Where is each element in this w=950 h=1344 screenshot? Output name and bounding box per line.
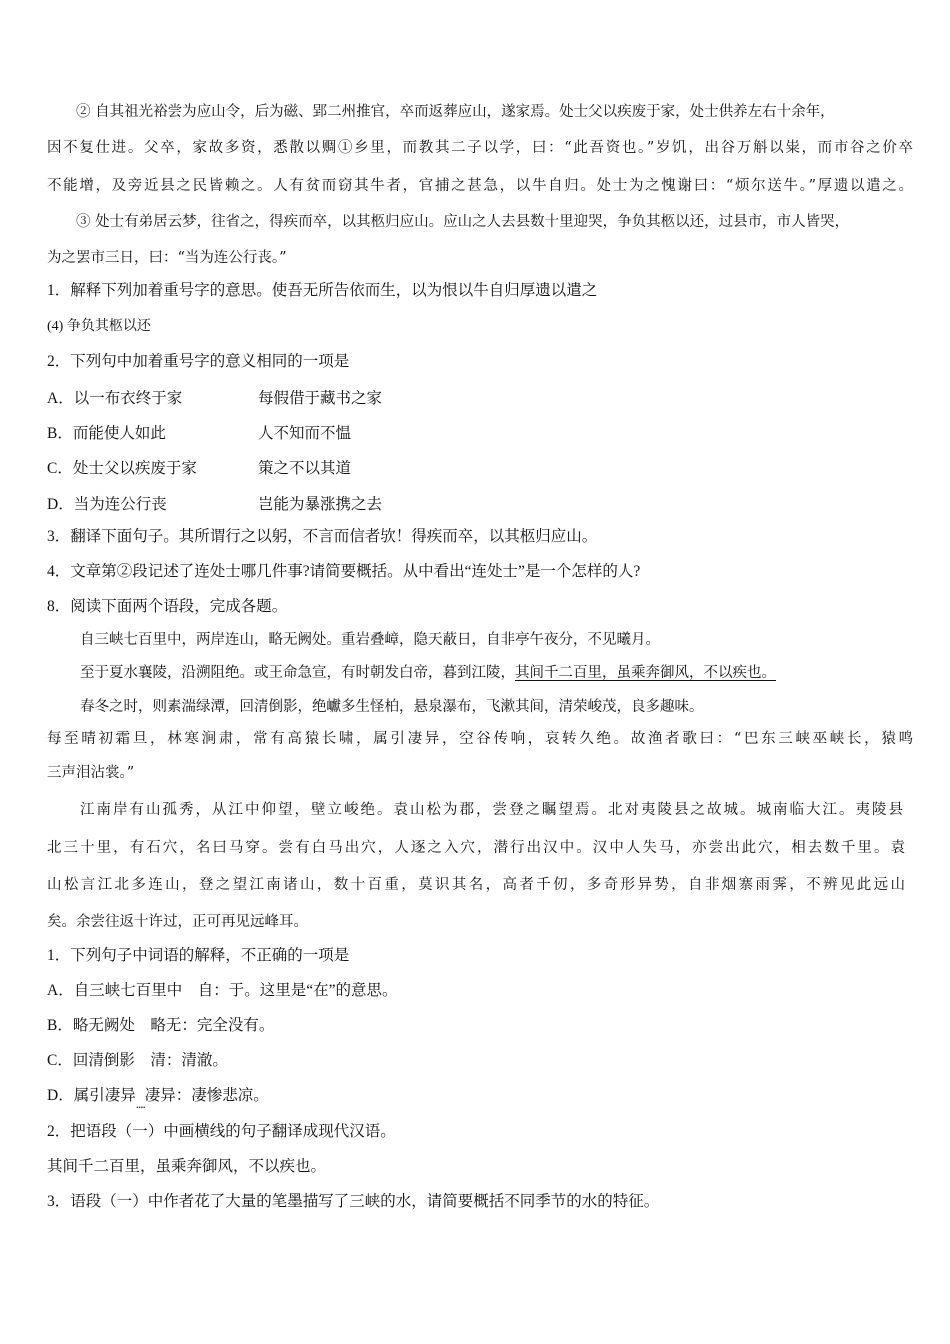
emphasis-dots: ....: [135, 1096, 145, 1111]
question-8-1: 1．下列句子中词语的解释，不正确的一项是: [47, 947, 350, 964]
option-left: C．处士父以疾废于家: [47, 460, 197, 477]
section-8-a-line2-text: 至于夏水襄陵，沿溯阻绝。或王命急宣，有时朝发白帝，暮到江陵，: [80, 665, 515, 681]
section-8-b-line2: 北三十里，有石穴，名曰马穿。尝有白马出穴，人逐之入穴，潜行出汉中。汉中人失马，亦尝出此穴，相去数千里。袁: [47, 840, 905, 856]
passage1-p2-line2: 因不复仕进。父卒，家故多资，悉散以赒①乡里，而教其二子以学，曰：“此吾资也。”岁饥，出谷万斛以粜，而市谷之价卒: [47, 140, 913, 156]
question-1-sub: (4) 争负其柩以还: [47, 319, 151, 334]
question-2: 2．下列句中加着重号字的意义相同的一项是: [47, 353, 350, 370]
option-left: B．而能使人如此: [47, 425, 166, 442]
passage1-p3-line2: 为之罢市三日，曰：“当为连公行丧。”: [47, 250, 287, 266]
underlined-sentence: 其间千二百里，虽乘奔御风，不以疾也。: [515, 665, 776, 681]
section-8-b-line4: 矣。余尝往返十许过，正可再见远峰耳。: [47, 914, 308, 930]
question-1: 1．解释下列加着重号字的意思。使吾无所告依而生，以为恨以牛自归厚遗以遣之: [47, 282, 598, 299]
section-8-a-line1: 自三峡七百里中，两岸连山，略无阙处。重岩叠嶂，隐天蔽日，自非亭午夜分，不见曦月。: [80, 632, 660, 648]
question-8-2: 2．把语段（一）中画横线的句子翻译成现代汉语。: [47, 1123, 396, 1140]
section-8-a-line5: 三声泪沾裳。”: [47, 765, 135, 781]
section-8-a-line3: 春冬之时，则素湍绿潭，回清倒影，绝巘多生怪柏，悬泉瀑布，飞漱其间，清荣峻茂，良多趣味。: [80, 699, 704, 715]
option-d-explanation: 凄异：凄惨悲凉。: [144, 1087, 269, 1104]
question-8-3: 3．语段（一）中作者花了大量的笔墨描写了三峡的水，请简要概括不同季节的水的特征。: [47, 1193, 660, 1210]
option-right: 策之不以其道: [258, 460, 352, 477]
option-right: 人不知而不愠: [258, 425, 352, 442]
section-8-b-line1: 江南岸有山孤秀，从江中仰望，壁立峻绝。袁山松为郡，尝登之瞩望焉。北对夷陵县之故城。城南临大江。夷陵县: [80, 802, 903, 818]
passage1-p3-line1: ③ 处士有弟居云梦，往省之，得疾而卒，以其柩归应山。应山之人去县数十里迎哭，争负其柩以还，过县市，市人皆哭，: [76, 214, 850, 230]
passage1-p2-line3: 不能增，及旁近县之民皆赖之。人有贫而窃其牛者，官捕之甚急，以牛自归。处士为之愧谢曰：“烦尔送牛。”厚遗以遣之。: [47, 178, 913, 194]
option-right: 每假借于藏书之家: [258, 390, 383, 407]
option-left: A．以一布衣终于家: [47, 390, 183, 407]
passage1-p2-line1: ② 自其祖光裕尝为应山令，后为磁、郢二州推官，卒而返葬应山，遂家焉。处士父以疾废于家，处士供养左右十余年，: [76, 104, 835, 120]
option-d-term: D．属引凄异: [47, 1087, 136, 1104]
section-8-heading: 8．阅读下面两个语段，完成各题。: [47, 598, 288, 615]
section-8-a-line2: [80, 663, 776, 683]
section-8-a-line4: 每至晴初霜旦，林寒涧肃，常有高猿长啸，属引凄异，空谷传响，哀转久绝。故渔者歌曰：“巴东三峡巫峡长，猿鸣: [47, 731, 913, 747]
section-8-b-line3: 山松言江北多连山，登之望江南诸山，数十百重，莫识其名，高者千仞，多奇形异势，自非烟寨雨霁，不辨见此远山: [47, 877, 905, 893]
question-8-1-option-b: B．略无阙处 略无：完全没有。: [47, 1017, 275, 1034]
question-4: 4．文章第②段记述了连处士哪几件事?请简要概括。从中看出“连处士”是一个怎样的人?: [47, 563, 641, 580]
question-8-1-option-d: [47, 1086, 269, 1111]
question-8-1-option-a: A．自三峡七百里中 自：于。这里是“在”的意思。: [47, 982, 398, 999]
option-right: 岂能为暴涨携之去: [258, 496, 383, 513]
option-left: D．当为连公行丧: [47, 496, 167, 513]
question-8-1-option-c: C．回清倒影 清：清澈。: [47, 1052, 228, 1069]
question-3: 3．翻译下面句子。其所谓行之以躬，不言而信者欤！得疾而卒，以其柩归应山。: [47, 528, 598, 545]
question-8-2-sentence: 其间千二百里，虽乘奔御风，不以疾也。: [47, 1158, 327, 1175]
